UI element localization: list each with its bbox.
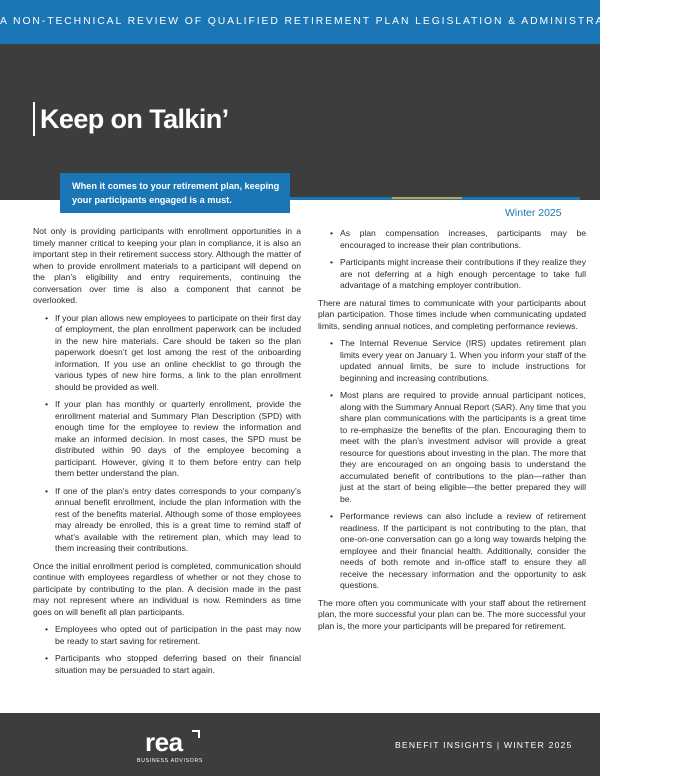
footer-bar [0, 713, 600, 776]
list-item: • If one of the plan’s entry dates corresponds to your company’s annual benefit enrollment, include the plan information with the rest of the benefits material. Although some of those employees may already be enrolled, this is a great time to remind staff of what’s available with the retirement plan, which may lead to them increasing their contributions. [55, 486, 301, 555]
intro-paragraph: Not only is providing participants with enrollment opportunities in a timely manner critical to keeping your plan in compliance, it is also an important step in their retirement success story. Although the matter of when to provide enrollment materials to a participant will depend on the plan’s eligibility and entry requirements, continuing the conversation over time is also a component that cannot be overlooked. [33, 226, 301, 305]
contribution-bullet-list [340, 228, 586, 292]
left-column [33, 226, 301, 682]
header-tagline: A NON-TECHNICAL REVIEW OF QUALIFIED RETIREMENT PLAN LEGISLATION & ADMINISTRATIVE ISSUES [0, 16, 689, 27]
logo-subtitle: BUSINESS ADVISORS [137, 758, 204, 764]
list-item: • If your plan allows new employees to participate on their first day of employment, the plan enrollment paperwork can be included in the new hire materials. Care should be taken so the plan paperwork doesn’t get lost among the rest of the onboarding information. If you use an online checklist to go through the various types of new hire forms, a link to the plan enrollment should be provided as well. [55, 313, 301, 394]
list-item: • Participants might increase their contributions if they realize they are not deferring at a high enough percentage to take full advantage of a matching employer contribution. [340, 257, 586, 292]
logo-arrow-icon [192, 730, 200, 738]
accent-gold-divider [392, 197, 462, 199]
logo-wordmark: rea [145, 727, 183, 757]
right-column [318, 228, 586, 638]
footer-issue-label: BENEFIT INSIGHTS | WINTER 2025 [395, 740, 573, 750]
list-item: • Most plans are required to provide annual participant notices, along with the Summary Annual Report (SAR). Any time that you share plan communications with the participants is a great time to re-emphasize the benefits of the plan. Encouraging them to meet with the plan’s investment advisor will provide a great resource for questions about investing in the plan. The more that they are encouraged on an ongoing basis to understand the accumulated benefit of contributions to the plan—rather than just at the start of being eligible—the better prepared they will be. [340, 390, 586, 505]
callout-text: When it comes to your retirement plan, keeping your participants engaged is a must. [72, 181, 280, 205]
enrollment-bullet-list [55, 313, 301, 555]
issue-season: Winter 2025 [505, 207, 562, 219]
closing-paragraph: The more often you communicate with your staff about the retirement plan, the more successful your plan can be. The more successful your plan is, the more your participants will be prepared for retirement. [318, 597, 586, 631]
list-item: • If your plan has monthly or quarterly enrollment, provide the enrollment material and Summary Plan Description (SPD) with enough time for the employee to review the information and make an informed decision. In most cases, the SPD must be distributed within 90 days of the employee becoming a participant. However, giving it to them before entry can help them better understand the plan. [55, 399, 301, 480]
rea-logo [137, 727, 204, 768]
list-item: • As plan compensation increases, participants may be encouraged to increase their plan contributions. [340, 228, 586, 251]
list-item: • Participants who stopped deferring based on their financial situation may be persuaded to start again. [55, 653, 301, 676]
title-block [33, 102, 229, 136]
list-item: • The Internal Revenue Service (IRS) updates retirement plan limits every year on January 1. When you inform your staff of the updated annual limits, be sure to include instructions for beginning and increasing contributions. [340, 338, 586, 384]
continuing-paragraph: Once the initial enrollment period is completed, communication should continue with employees regardless of whether or not they chose to participate by contributing to the plan. A decision made in the past may not represent where an individual is now. Reminders as time goes on will benefit all plan participants. [33, 560, 301, 617]
communication-bullet-list [340, 338, 586, 592]
natural-times-paragraph: There are natural times to communicate with your participants about plan participation. Those times include when communicating updated limits, sending annual notices, and completing performance reviews. [318, 297, 586, 331]
article-title: Keep on Talkin’ [40, 104, 229, 134]
header-bar [0, 0, 689, 44]
callout-box [60, 173, 290, 213]
reminder-bullet-list [55, 624, 301, 676]
list-item: • Performance reviews can also include a review of retirement readiness. If the participant is not contributing to the plan, that one-on-one conversation can go a long way towards helping the employee and their financial health. Additionally, consider the needs of both remote and in-office staff to ensure they all receive the necessary information and the opportunity to ask questions. [340, 511, 586, 592]
list-item: • Employees who opted out of participation in the past may now be ready to start saving for retirement. [55, 624, 301, 647]
